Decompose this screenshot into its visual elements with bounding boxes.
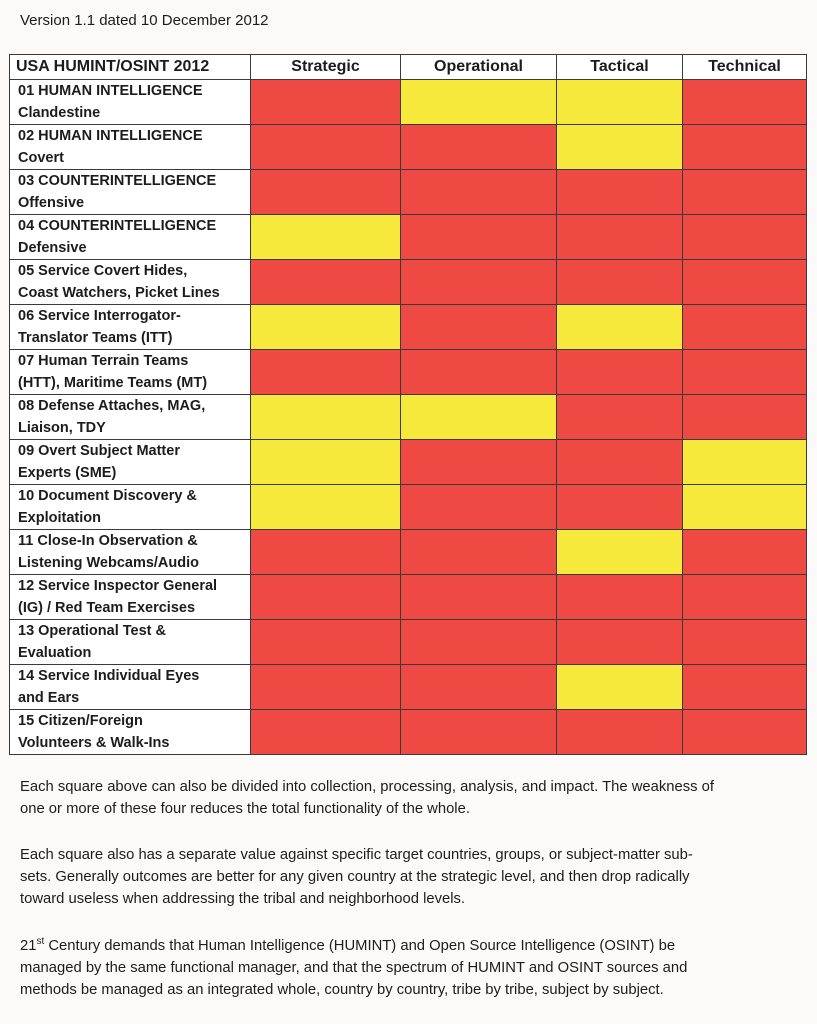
rating-cell-operational-red [401,575,557,620]
rating-cell-strategic-red [251,260,401,305]
rating-cell-operational-red [401,350,557,395]
row-label-line2: and Ears [18,690,80,706]
rating-cell-strategic-red [251,350,401,395]
rating-cell-strategic-red [251,530,401,575]
rating-cell-strategic-red [251,665,401,710]
row-label-line2: Covert [18,150,64,166]
row-label-line1: 08 Defense Attaches, MAG, [18,398,206,414]
header-row [10,55,807,80]
rating-cell-tactical-red [557,215,683,260]
row-label-line2: Clandestine [18,105,101,121]
rating-cell-operational-yellow [401,80,557,125]
row-label [10,530,251,575]
rating-cell-tactical-red [557,440,683,485]
row-label [10,215,251,260]
rating-cell-operational-red [401,125,557,170]
humint-osint-matrix [9,54,807,755]
rating-cell-technical-red [683,170,807,215]
column-header-strategic: Strategic [251,55,401,80]
rating-cell-technical-red [683,350,807,395]
rating-cell-strategic-red [251,620,401,665]
rating-cell-tactical-red [557,260,683,305]
row-label [10,710,251,755]
rating-cell-technical-red [683,620,807,665]
matrix-body [10,80,807,755]
rating-cell-operational-red [401,260,557,305]
row-label [10,350,251,395]
rating-cell-operational-yellow [401,395,557,440]
row-label-line2: Translator Teams (ITT) [18,330,173,346]
rating-cell-strategic-yellow [251,440,401,485]
paragraph-line-rest: Century demands that Human Intelligence (HUMINT) and Open Source Intelligence (OSINT) be [44,938,676,954]
matrix-row [10,80,807,125]
rating-cell-operational-red [401,215,557,260]
rating-cell-strategic-red [251,80,401,125]
row-label [10,665,251,710]
paragraph-1 [20,776,800,820]
row-label-line1: 10 Document Discovery & [18,488,197,504]
row-label [10,440,251,485]
rating-cell-technical-red [683,215,807,260]
column-header-technical: Technical [683,55,807,80]
row-label-line2: (IG) / Red Team Exercises [18,600,196,616]
rating-cell-technical-red [683,575,807,620]
rating-cell-technical-red [683,80,807,125]
row-label-line1: 02 HUMAN INTELLIGENCE [18,128,203,144]
matrix-row [10,170,807,215]
rating-cell-operational-red [401,665,557,710]
rating-cell-technical-red [683,125,807,170]
rating-cell-operational-red [401,530,557,575]
rating-cell-operational-red [401,710,557,755]
column-header-operational: Operational [401,55,557,80]
paragraph-line: Each square also has a separate value against specific target countries, groups, or subject-matter sub- [20,847,693,863]
matrix-row [10,530,807,575]
rating-cell-strategic-yellow [251,215,401,260]
row-label [10,305,251,350]
rating-cell-strategic-red [251,125,401,170]
rating-cell-tactical-red [557,350,683,395]
rating-cell-operational-red [401,485,557,530]
column-header-tactical: Tactical [557,55,683,80]
row-label-line2: Defensive [18,240,87,256]
row-label-line1: 09 Overt Subject Matter [18,443,180,459]
rating-cell-strategic-yellow [251,395,401,440]
row-label-line2: Listening Webcams/Audio [18,555,200,571]
row-label-line1: 13 Operational Test & [18,623,166,639]
row-label [10,485,251,530]
paragraph-line: sets. Generally outcomes are better for any given country at the strategic level, and then drop radically [20,869,690,885]
row-label [10,575,251,620]
row-label [10,620,251,665]
rating-cell-tactical-red [557,575,683,620]
century-number: 21 [20,938,37,954]
paragraph-line: one or more of these four reduces the total functionality of the whole. [20,801,470,817]
rating-cell-technical-red [683,260,807,305]
row-label [10,260,251,305]
matrix-row [10,125,807,170]
paragraph-2 [20,844,800,910]
version-line: Version 1.1 dated 10 December 2012 [20,12,269,29]
corner-title: USA HUMINT/OSINT 2012 [10,55,251,80]
rating-cell-operational-red [401,620,557,665]
paragraph-line: managed by the same functional manager, and that the spectrum of HUMINT and OSINT sources and [20,960,688,976]
matrix-row [10,395,807,440]
row-label [10,170,251,215]
matrix-row [10,440,807,485]
matrix-row [10,620,807,665]
paragraph-line [20,935,800,957]
row-label-line2: (HTT), Maritime Teams (MT) [18,375,208,391]
rating-cell-technical-red [683,710,807,755]
paragraph-line: methods be managed as an integrated whole, country by country, tribe by tribe, subject by subject. [20,982,664,998]
rating-cell-technical-red [683,305,807,350]
row-label-line2: Offensive [18,195,85,211]
rating-cell-tactical-yellow [557,665,683,710]
rating-cell-technical-red [683,665,807,710]
row-label-line1: 11 Close-In Observation & [18,533,198,549]
matrix-row [10,575,807,620]
row-label-line2: Coast Watchers, Picket Lines [18,285,220,301]
rating-cell-technical-yellow [683,440,807,485]
row-label-line1: 14 Service Individual Eyes [18,668,200,684]
row-label [10,395,251,440]
rating-cell-operational-red [401,305,557,350]
rating-cell-technical-red [683,395,807,440]
row-label-line1: 06 Service Interrogator- [18,308,181,324]
row-label-line1: 01 HUMAN INTELLIGENCE [18,83,203,99]
row-label [10,80,251,125]
rating-cell-strategic-yellow [251,305,401,350]
rating-cell-tactical-red [557,485,683,530]
rating-cell-technical-yellow [683,485,807,530]
row-label-line1: 05 Service Covert Hides, [18,263,188,279]
rating-cell-tactical-red [557,620,683,665]
matrix-row [10,215,807,260]
row-label-line1: 04 COUNTERINTELLIGENCE [18,218,217,234]
rating-cell-tactical-yellow [557,530,683,575]
rating-cell-strategic-yellow [251,485,401,530]
row-label [10,125,251,170]
paragraph-line: Each square above can also be divided into collection, processing, analysis, and impact. The weakness of [20,779,714,795]
matrix-row [10,260,807,305]
rating-cell-strategic-red [251,575,401,620]
rating-cell-operational-red [401,170,557,215]
row-label-line2: Experts (SME) [18,465,117,481]
matrix-row [10,485,807,530]
row-label-line2: Exploitation [18,510,101,526]
rating-cell-tactical-yellow [557,125,683,170]
rating-cell-tactical-red [557,170,683,215]
rating-cell-operational-red [401,440,557,485]
century-superscript: st [36,936,45,948]
rating-cell-technical-red [683,530,807,575]
row-label-line2: Liaison, TDY [18,420,106,436]
paragraph-line: toward useless when addressing the tribal and neighborhood levels. [20,891,466,907]
row-label-line1: 12 Service Inspector General [18,578,218,594]
matrix-row [10,665,807,710]
rating-cell-tactical-red [557,395,683,440]
row-label-line1: 15 Citizen/Foreign [18,713,143,729]
rating-cell-strategic-red [251,710,401,755]
rating-cell-tactical-red [557,710,683,755]
rating-cell-strategic-red [251,170,401,215]
row-label-line2: Volunteers & Walk-Ins [18,735,170,751]
rating-cell-tactical-yellow [557,305,683,350]
row-label-line2: Evaluation [18,645,92,661]
matrix-row [10,710,807,755]
row-label-line1: 03 COUNTERINTELLIGENCE [18,173,217,189]
matrix-row [10,305,807,350]
paragraph-3 [20,935,800,1001]
row-label-line1: 07 Human Terrain Teams [18,353,189,369]
rating-cell-tactical-yellow [557,80,683,125]
matrix-row [10,350,807,395]
